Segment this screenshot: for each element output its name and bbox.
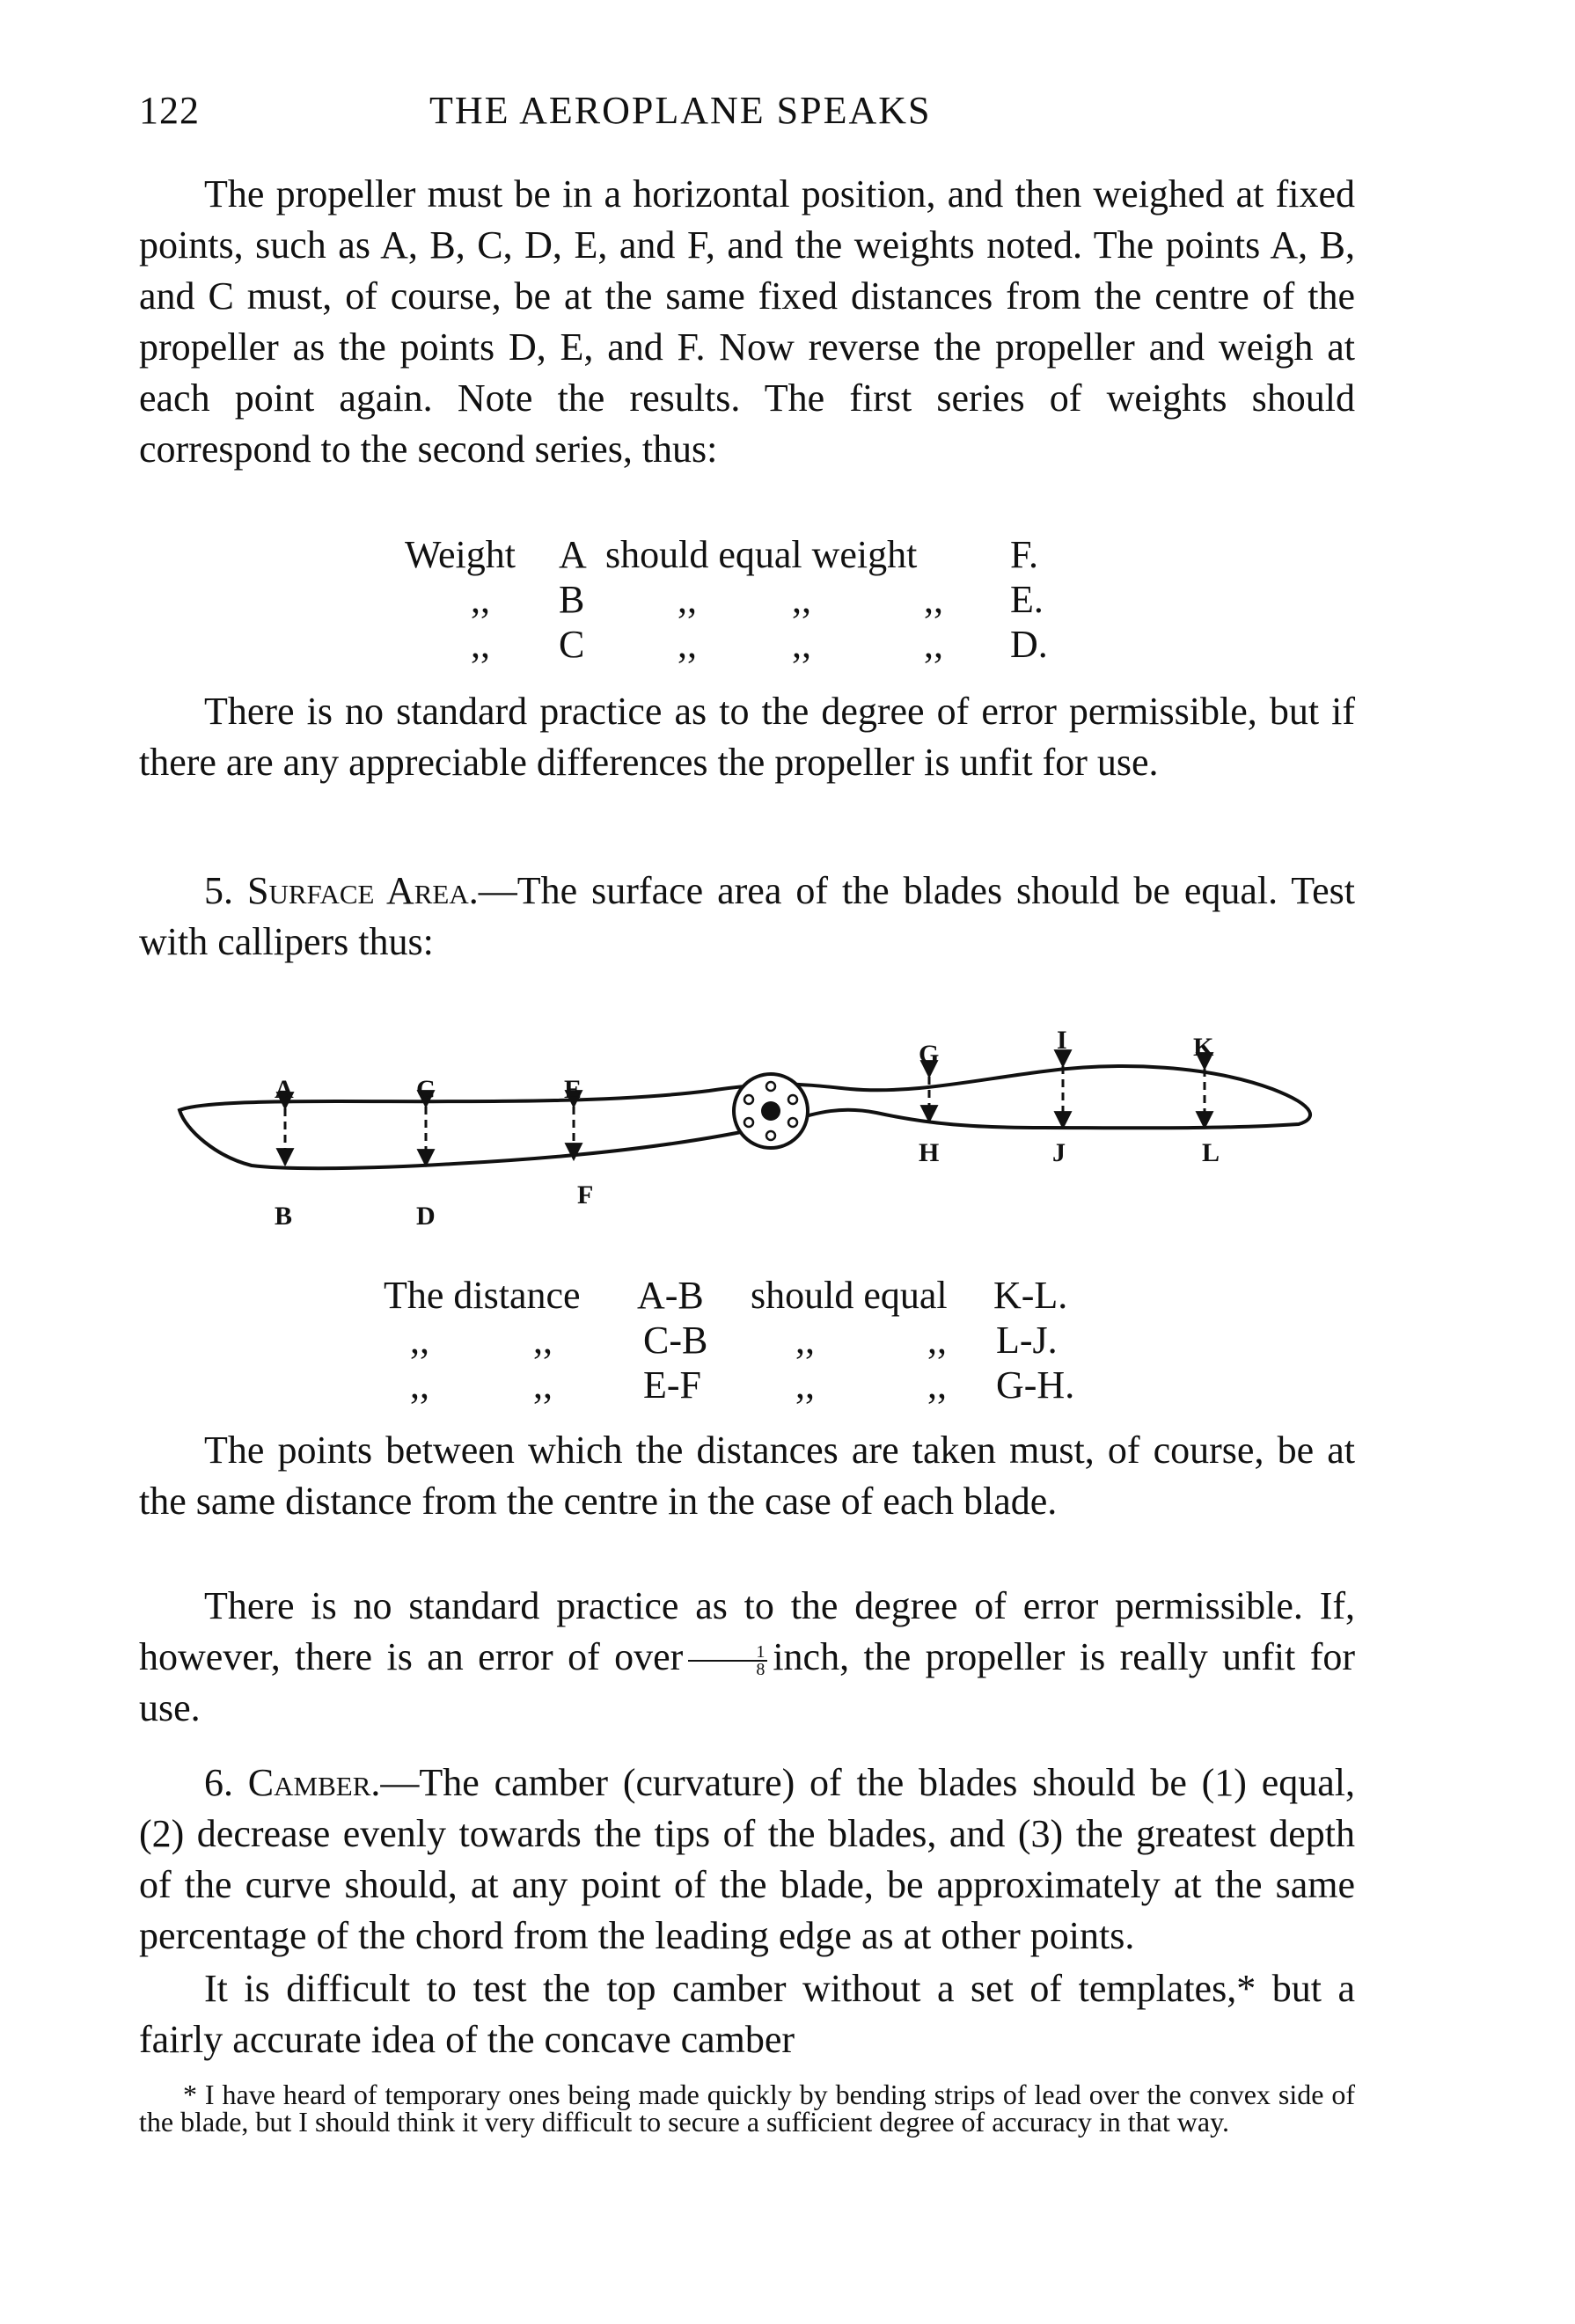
distance-row-ditto: ,, — [533, 1363, 553, 1407]
weights-row-ditto: ,, — [924, 623, 943, 666]
weights-row-right: D. — [1010, 623, 1048, 666]
fraction-numerator: 1 — [688, 1644, 767, 1662]
fraction-denominator: 8 — [756, 1659, 766, 1679]
distance-row-right: K-L. — [993, 1274, 1068, 1317]
distance-row — [384, 1363, 1114, 1407]
distance-row-right: G-H. — [996, 1363, 1075, 1407]
weights-row — [405, 622, 1073, 667]
weights-row-ditto: ,, — [792, 578, 811, 621]
fraction-one-eighth — [688, 1641, 767, 1679]
distance-table — [384, 1273, 1114, 1407]
label-d: D — [416, 1202, 436, 1231]
distance-row-ditto: ,, — [795, 1319, 815, 1362]
paragraph-error-eighth-inch — [139, 1581, 1355, 1734]
running-title: THE AEROPLANE SPEAKS — [429, 89, 932, 132]
section-number: 6. — [204, 1761, 233, 1804]
label-f: F — [577, 1180, 594, 1210]
label-e: E — [564, 1075, 582, 1104]
distance-row-prefix: The distance — [384, 1274, 581, 1317]
weights-row-right: F. — [1010, 533, 1038, 576]
weights-row-right: E. — [1010, 578, 1044, 621]
weights-row-ditto: ,, — [792, 623, 811, 666]
weights-row — [405, 532, 1073, 577]
paragraph-text: inch, the propeller is really unfit for use. — [139, 1635, 1356, 1729]
weights-row — [405, 577, 1073, 622]
distance-row-left: C-B — [643, 1319, 708, 1362]
distance-row-ditto: ,, — [410, 1363, 429, 1407]
distance-row — [384, 1273, 1114, 1318]
distance-row-left: A-B — [637, 1274, 704, 1317]
distance-row-middle: should equal — [751, 1274, 948, 1317]
distance-row-ditto: ,, — [410, 1319, 429, 1362]
distance-row — [384, 1318, 1114, 1363]
paragraph-same-distance: The points between which the distances are taken must, of course, be at the same distance from the centre in the case of each blade. — [139, 1429, 1355, 1523]
paragraph-error-standard: There is no standard practice as to the degree of error permissible, but if there are any appreciable differences the propeller is unfit for use. — [139, 690, 1355, 784]
weights-row-prefix: Weight — [405, 533, 516, 576]
page-header — [139, 88, 1353, 141]
weights-row-prefix: ,, — [471, 578, 490, 621]
hub-center — [761, 1101, 780, 1121]
distance-row-ditto: ,, — [927, 1319, 947, 1362]
weights-row-middle: should equal weight — [605, 533, 918, 576]
section-body: —The camber (curvature) of the blades should be (1) equal, (2) decrease evenly towards the tips of the blades, and (3) the greatest depth of the curve should, at any point of the blade, be approximately at the same percentage of the chord from the leading edge as at other points. — [139, 1761, 1356, 1957]
distance-row-left: E-F — [643, 1363, 701, 1407]
paragraph-templates: It is difficult to test the top camber without a set of templates,* but a fairly accurate idea of the concave camber — [139, 1967, 1355, 2061]
propeller-calliper-diagram — [164, 985, 1343, 1240]
section-heading-surface-area: Surface Area. — [246, 869, 479, 912]
weights-row-left: A — [559, 533, 587, 576]
distance-row-ditto: ,, — [533, 1319, 553, 1362]
distance-row-ditto: ,, — [795, 1363, 815, 1407]
paragraph-surface-area — [139, 866, 1355, 968]
label-b: B — [275, 1202, 293, 1231]
section-number: 5. — [204, 869, 233, 912]
weights-row-ditto: ,, — [678, 578, 697, 621]
label-i: I — [1057, 1026, 1067, 1055]
paragraph-propeller-weighing: The propeller must be in a horizontal position, and then weighed at fixed points, such as A, B, C, D, E, and F, and the weights noted. The points A, B, and C must, of course, be at the same fixed distances from the centre of the propeller as the points D, E, and F. Now reverse the propeller and weigh at each point again. Note the results. The first series of weights should correspond to the second series, thus: — [139, 172, 1355, 471]
label-k: K — [1193, 1033, 1214, 1062]
footnote: * I have heard of temporary ones being made quickly by bending strips of lead over the convex side of the blade, but I should think it very difficult to secure a sufficient degree of accuracy in that way. — [139, 2079, 1355, 2138]
label-j: J — [1052, 1138, 1066, 1167]
label-a: A — [275, 1075, 294, 1104]
distance-row-right: L-J. — [996, 1319, 1058, 1362]
weights-table — [405, 532, 1073, 667]
label-h: H — [919, 1138, 940, 1167]
propeller-diagram-svg — [164, 985, 1343, 1240]
label-g: G — [919, 1040, 940, 1069]
paragraph-text: There is no standard practice as to the degree of error permissible. If, however, there is an error of over — [139, 1584, 1355, 1678]
distance-row-ditto: ,, — [927, 1363, 947, 1407]
weights-row-left: B — [559, 578, 585, 621]
section-heading-camber: Camber. — [247, 1761, 381, 1804]
section-body: —The surface area of the blades should be equal. Test with callipers thus: — [139, 869, 1355, 963]
weights-row-ditto: ,, — [924, 578, 943, 621]
weights-row-prefix: ,, — [471, 623, 490, 666]
label-l: L — [1202, 1138, 1220, 1167]
weights-row-left: C — [559, 623, 585, 666]
paragraph-camber — [139, 1758, 1355, 1962]
label-c: C — [416, 1075, 436, 1104]
weights-row-ditto: ,, — [678, 623, 697, 666]
page-number: 122 — [139, 89, 200, 132]
